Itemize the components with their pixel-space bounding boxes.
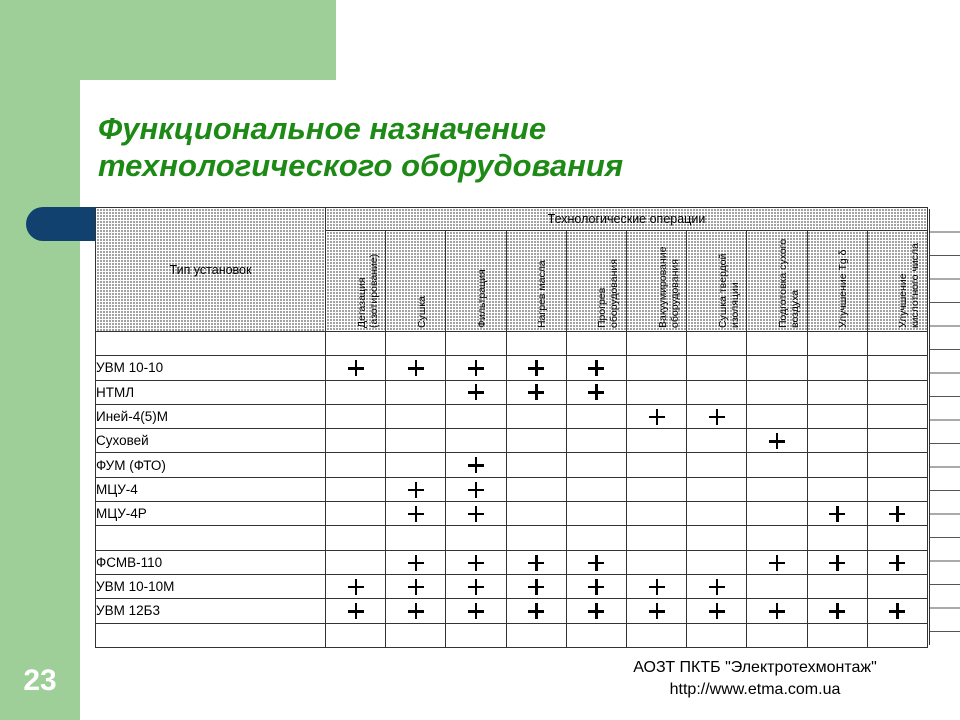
operation-cell xyxy=(446,599,506,623)
operation-cell xyxy=(626,574,686,598)
operation-cell xyxy=(326,550,386,574)
operation-cell xyxy=(626,477,686,501)
operation-cell xyxy=(687,332,747,356)
operation-cell xyxy=(687,623,747,647)
operation-cell xyxy=(807,429,867,453)
operation-cell xyxy=(687,526,747,550)
operation-cell xyxy=(626,380,686,404)
plus-icon xyxy=(649,579,665,595)
operation-cell xyxy=(687,550,747,574)
plus-icon xyxy=(468,603,484,619)
operation-cell xyxy=(386,404,446,428)
plus-icon xyxy=(588,579,604,595)
operation-cell xyxy=(566,404,626,428)
table-row xyxy=(96,429,928,453)
table-row xyxy=(96,356,928,380)
operation-cell xyxy=(807,380,867,404)
plus-icon xyxy=(769,555,785,571)
plus-icon xyxy=(769,603,785,619)
operation-cell xyxy=(626,550,686,574)
table-row xyxy=(96,332,928,356)
installation-name: УВМ 12Б3 xyxy=(96,599,326,623)
operation-cell xyxy=(326,356,386,380)
plus-icon xyxy=(528,384,544,400)
operation-cell xyxy=(506,526,566,550)
plus-icon xyxy=(408,506,424,522)
operation-cell xyxy=(386,502,446,526)
operation-header xyxy=(506,231,566,332)
installation-name: НТМЛ xyxy=(96,380,326,404)
footer-company: АОЗТ ПКТБ "Электротехмонтаж" xyxy=(633,659,877,676)
operation-cell xyxy=(506,550,566,574)
operation-cell xyxy=(687,574,747,598)
operation-cell xyxy=(687,477,747,501)
title-line-1: Функциональное назначение xyxy=(98,111,547,146)
plus-icon xyxy=(468,360,484,376)
operation-cell xyxy=(326,502,386,526)
top-decor-band xyxy=(80,0,336,80)
operation-cell xyxy=(807,574,867,598)
operation-cell xyxy=(626,404,686,428)
plus-icon xyxy=(408,482,424,498)
operation-cell xyxy=(807,356,867,380)
operation-cell xyxy=(807,453,867,477)
table-row xyxy=(96,404,928,428)
footer xyxy=(590,657,920,701)
slide-number: 23 xyxy=(23,664,57,697)
operation-cell xyxy=(506,574,566,598)
operation-cell xyxy=(687,404,747,428)
installation-name: Иней-4(5)М xyxy=(96,404,326,428)
operation-header-label: Нагрев масла xyxy=(536,260,549,328)
operation-cell xyxy=(566,623,626,647)
operation-cell xyxy=(386,453,446,477)
operation-cell xyxy=(566,380,626,404)
operation-cell xyxy=(626,599,686,623)
plus-icon xyxy=(348,360,364,376)
operation-cell xyxy=(566,356,626,380)
operation-cell xyxy=(747,453,807,477)
operation-cell xyxy=(867,599,927,623)
title-line-2: технологического оборудования xyxy=(98,148,624,183)
installation-name: МЦУ-4Р xyxy=(96,502,326,526)
operation-header-label: Дегазация (азотирование) xyxy=(355,253,380,328)
installation-name: УВМ 10-10М xyxy=(96,574,326,598)
table-row xyxy=(96,477,928,501)
operation-cell xyxy=(446,477,506,501)
operation-cell xyxy=(566,477,626,501)
plus-icon xyxy=(889,555,905,571)
operation-cell xyxy=(747,623,807,647)
installation-name xyxy=(96,332,326,356)
operation-cell xyxy=(867,477,927,501)
plus-icon xyxy=(468,482,484,498)
operation-cell xyxy=(747,526,807,550)
table-body xyxy=(96,332,928,648)
operation-cell xyxy=(386,574,446,598)
operation-header xyxy=(747,231,807,332)
operation-cell xyxy=(506,477,566,501)
operation-header-label: Фильтрация xyxy=(475,269,488,328)
plus-icon xyxy=(468,555,484,571)
installation-name: УВМ 10-10 xyxy=(96,356,326,380)
operation-cell xyxy=(566,550,626,574)
operation-cell xyxy=(386,356,446,380)
installation-name: ФСМВ-110 xyxy=(96,550,326,574)
operation-cell xyxy=(626,356,686,380)
operation-cell xyxy=(687,429,747,453)
operation-cell xyxy=(807,550,867,574)
operation-cell xyxy=(747,380,807,404)
operation-cell xyxy=(867,526,927,550)
operation-cell xyxy=(326,574,386,598)
plus-icon xyxy=(408,360,424,376)
operation-cell xyxy=(687,599,747,623)
plus-icon xyxy=(348,579,364,595)
operation-header xyxy=(807,231,867,332)
plus-icon xyxy=(528,579,544,595)
plus-icon xyxy=(468,384,484,400)
operation-cell xyxy=(446,502,506,526)
operation-cell xyxy=(747,332,807,356)
operation-cell xyxy=(386,380,446,404)
table-row xyxy=(96,380,928,404)
operation-cell xyxy=(446,526,506,550)
operation-cell xyxy=(566,453,626,477)
installation-name: ФУМ (ФТО) xyxy=(96,453,326,477)
table-edge-lines xyxy=(929,209,960,645)
plus-icon xyxy=(588,384,604,400)
operation-cell xyxy=(506,380,566,404)
plus-icon xyxy=(588,555,604,571)
operation-cell xyxy=(867,574,927,598)
operation-cell xyxy=(687,502,747,526)
operation-cell xyxy=(326,477,386,501)
operation-header-label: Сушка твердой изоляции xyxy=(716,253,741,328)
operation-cell xyxy=(446,550,506,574)
plus-icon xyxy=(829,555,845,571)
operation-cell xyxy=(626,332,686,356)
plus-icon xyxy=(468,506,484,522)
operation-header-label: Вакуумирование оборудования xyxy=(656,246,681,328)
operation-cell xyxy=(807,404,867,428)
operation-header xyxy=(626,231,686,332)
operation-cell xyxy=(867,356,927,380)
operation-cell xyxy=(747,429,807,453)
slide-title xyxy=(98,110,623,184)
type-column-header: Тип установок xyxy=(96,208,326,332)
operation-cell xyxy=(626,526,686,550)
operation-cell xyxy=(807,623,867,647)
operation-header-label: Улучшение кислотного числа xyxy=(897,243,922,328)
operation-header xyxy=(867,231,927,332)
plus-icon xyxy=(468,579,484,595)
operation-cell xyxy=(747,477,807,501)
operation-header-label: Прогрев оборудования xyxy=(596,259,621,328)
operation-cell xyxy=(446,453,506,477)
operation-cell xyxy=(687,380,747,404)
operation-cell xyxy=(326,404,386,428)
operation-cell xyxy=(867,332,927,356)
plus-icon xyxy=(709,409,725,425)
operation-cell xyxy=(386,429,446,453)
operations-table xyxy=(95,207,928,648)
plus-icon xyxy=(348,603,364,619)
operation-cell xyxy=(747,599,807,623)
operation-header xyxy=(386,231,446,332)
operation-cell xyxy=(566,526,626,550)
operation-cell xyxy=(446,574,506,598)
operation-header-label: Сушка xyxy=(415,296,428,328)
plus-icon xyxy=(889,506,905,522)
table-row xyxy=(96,453,928,477)
table-row xyxy=(96,502,928,526)
plus-icon xyxy=(829,506,845,522)
operation-cell xyxy=(326,599,386,623)
operations-table-container xyxy=(95,207,928,648)
operation-cell xyxy=(446,332,506,356)
operation-cell xyxy=(626,429,686,453)
operation-header xyxy=(446,231,506,332)
operation-cell xyxy=(566,502,626,526)
operation-cell xyxy=(506,429,566,453)
installation-name xyxy=(96,526,326,550)
plus-icon xyxy=(528,555,544,571)
operation-cell xyxy=(807,332,867,356)
plus-icon xyxy=(829,603,845,619)
plus-icon xyxy=(649,409,665,425)
operation-cell xyxy=(566,429,626,453)
operation-cell xyxy=(687,356,747,380)
operation-cell xyxy=(506,599,566,623)
plus-icon xyxy=(408,603,424,619)
operations-header: Технологические операции xyxy=(326,208,928,231)
table-row xyxy=(96,550,928,574)
operation-cell xyxy=(506,356,566,380)
table-row xyxy=(96,599,928,623)
plus-icon xyxy=(709,603,725,619)
plus-icon xyxy=(709,579,725,595)
operation-cell xyxy=(386,599,446,623)
operation-cell xyxy=(506,623,566,647)
installation-name: МЦУ-4 xyxy=(96,477,326,501)
operation-cell xyxy=(807,599,867,623)
plus-icon xyxy=(588,603,604,619)
operation-cell xyxy=(446,429,506,453)
plus-icon xyxy=(769,433,785,449)
operation-cell xyxy=(326,526,386,550)
plus-icon xyxy=(588,360,604,376)
operation-cell xyxy=(626,453,686,477)
operation-cell xyxy=(747,574,807,598)
operation-cell xyxy=(867,380,927,404)
operation-cell xyxy=(326,380,386,404)
operation-cell xyxy=(326,332,386,356)
operation-header-label: Подготовка сухого воздуха xyxy=(776,238,801,328)
operation-cell xyxy=(867,429,927,453)
operation-cell xyxy=(326,453,386,477)
operation-cell xyxy=(747,356,807,380)
operation-cell xyxy=(506,332,566,356)
operation-cell xyxy=(446,380,506,404)
plus-icon xyxy=(408,555,424,571)
plus-icon xyxy=(528,360,544,376)
plus-icon xyxy=(408,579,424,595)
installation-name xyxy=(96,623,326,647)
plus-icon xyxy=(528,603,544,619)
operation-cell xyxy=(566,574,626,598)
left-decor-band xyxy=(0,0,80,720)
operation-cell xyxy=(566,332,626,356)
operation-cell xyxy=(386,550,446,574)
operation-cell xyxy=(867,502,927,526)
operation-cell xyxy=(506,453,566,477)
operation-cell xyxy=(867,404,927,428)
operation-cell xyxy=(807,477,867,501)
plus-icon xyxy=(468,457,484,473)
installation-name: Суховей xyxy=(96,429,326,453)
operation-cell xyxy=(747,550,807,574)
operation-cell xyxy=(446,404,506,428)
operation-cell xyxy=(506,502,566,526)
operation-cell xyxy=(386,477,446,501)
operation-cell xyxy=(867,623,927,647)
footer-url[interactable]: http://www.etma.com.ua xyxy=(669,681,841,698)
operation-cell xyxy=(867,453,927,477)
operation-cell xyxy=(687,453,747,477)
operation-cell xyxy=(386,526,446,550)
operation-header xyxy=(566,231,626,332)
operation-cell xyxy=(326,623,386,647)
operation-cell xyxy=(747,404,807,428)
operation-cell xyxy=(446,356,506,380)
table-row xyxy=(96,526,928,550)
operation-cell xyxy=(807,502,867,526)
plus-icon xyxy=(889,603,905,619)
operation-cell xyxy=(807,526,867,550)
table-row xyxy=(96,623,928,647)
operation-cell xyxy=(747,502,807,526)
operation-header-label: Улучшение Tg δ xyxy=(837,249,850,328)
operation-header xyxy=(687,231,747,332)
table-row xyxy=(96,574,928,598)
operation-cell xyxy=(506,404,566,428)
operation-cell xyxy=(626,502,686,526)
operation-cell xyxy=(867,550,927,574)
operation-cell xyxy=(626,623,686,647)
operation-cell xyxy=(326,429,386,453)
operation-cell xyxy=(446,623,506,647)
operation-header xyxy=(326,231,386,332)
operation-cell xyxy=(386,623,446,647)
operation-cell xyxy=(566,599,626,623)
plus-icon xyxy=(649,603,665,619)
operation-cell xyxy=(386,332,446,356)
